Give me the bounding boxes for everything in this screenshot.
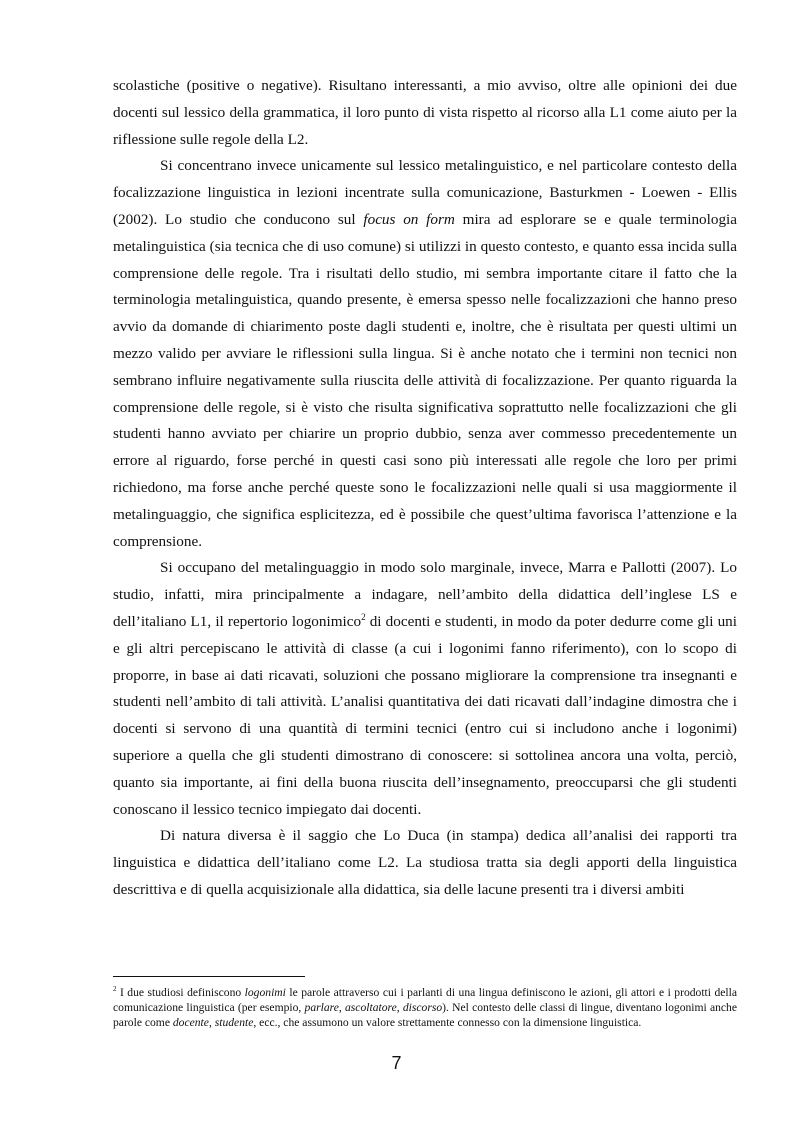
footnote-text: , [208,1016,215,1030]
footnote-text: , [338,1001,345,1015]
paragraph-3 [113,555,737,823]
focus-on-form-term: focus on form [363,210,455,228]
body-text [113,73,737,904]
paragraph-4 [113,823,737,903]
paragraph-4-text: Di natura diversa è il saggio che Lo Duca (in stampa) dedica all’analisi dei rapporti tra linguistica e didattica dell’italiano come L2. La studiosa tratta sia degli apporti della linguistica descrittiva e di quella acquisizionale alla didattica, sia delle lacune presenti tra i diversi ambiti [113,827,737,898]
paragraph-3-text-b: di docenti e studenti, in modo da poter dedurre come gli uni e gli altri percepiscano le attività di classe (a cui i logonimi fanno riferimento), con lo scopo di proporre, in base ai dati ricavati, soluzioni che possano migliorare la comprensione tra insegnanti e studenti nell’ambito di tali attività. L’analisi quantitativa dei dati ricavati dall’indagine dimostra che i docenti si servono di una quantità di termini tecnici (entro cui si includono anche i logonimi) superiore a quella che gli studenti dimostrano di conoscere: si sottolinea ancora una volta, perciò, quanto sia importante, ai fini della buona riuscita dell’insegnamento, preoccuparsi che gli studenti conoscano il lessico tecnico impiegato dai docenti. [113,612,737,818]
paragraph-3-text-a: Si occupano del metalinguaggio in modo solo marginale, invece, Marra e Pallotti (2007). Lo studio, infatti, mira principalmente a indagare, nell’ambito della didattica dell’inglese LS e dell’italiano L1, il repertorio logonimico [113,559,737,630]
footnote-text: le parole attraverso cui i parlanti di una lingua definiscono le azioni, gli attori e i prodotti della comunicazione linguistica (per esempio, [113,986,738,1015]
paragraph-1-text: scolastiche (positive o negative). Risultano interessanti, a mio avviso, oltre alle opinioni dei due docenti sul lessico della grammatica, il loro punto di vista rispetto al ricorso alla L1 come aiuto per la riflessione sulle regole della L2. [113,77,737,148]
footnote-ref[interactable]: 2 [361,611,366,622]
footnote-term: ascoltatore [345,1001,397,1015]
paragraph-2 [113,153,737,555]
footnote-divider [113,976,305,977]
footnote-term: studente [214,1016,254,1030]
page-number: 7 [391,1053,402,1073]
footnote-number: 2 [113,985,117,994]
paragraph-2-text-a: Si concentrano invece unicamente sul lessico metalinguistico, e nel particolare contesto della focalizzazione linguistica in lezioni incentrate sulla comunicazione, Basturkmen - Loewen - Ellis (2002). Lo studio che conducono sul [113,157,737,228]
footnote-term: docente [172,1016,209,1030]
footnote-term: logonimi [244,986,286,999]
paragraph-2-text-b: mira ad esplorare se e quale terminologia metalinguistica (sia tecnica che di uso comune) si utilizzi in questo contesto, e quanto essa incida sulla comprensione delle regole. Tra i risultati dello studio, mi sembra importante citare il fatto che la terminologia metalinguistica, quando presente, è emersa spesso nelle focalizzazioni che hanno preso avvio da domande di chiarimento poste dagli studenti e, inoltre, che è risultata per questi ultimi un mezzo valido per avviare le riflessioni sulla lingua. Si è anche notato che i termini non tecnici non sembrano influire negativamente sulla riuscita delle attività di focalizzazione. Per quanto riguarda la comprensione delle regole, si è visto che risulta significativa soprattutto nelle focalizzazioni che gli studenti hanno avviato per chiarire un proprio dubbio, senza aver commesso precedentemente un errore al riguardo, forse perché in questi casi sono più interessati alle regole che loro per primi richiedono, ma forse anche perché queste sono le focalizzazioni nelle quali si usa maggiormente il metalinguaggio, che significa esplicitezza, ed è possibile che quest’ultima favorisca l’attenzione e la comprensione. [113,210,738,550]
footnote-text: ). Nel contesto delle classi di lingue, diventano logonimi anche parole come [113,1001,737,1030]
footnote-text: , ecc., che assumono un valore strettamente connesso con la dimensione linguistica. [253,1016,642,1030]
footnote-text: , [396,1001,403,1015]
footnote-term: discorso [402,1001,443,1015]
footnote-term: parlare [304,1001,339,1015]
paragraph-1 [113,73,737,153]
footnote-text: I due studiosi definiscono [116,986,245,999]
footnote [113,985,737,1031]
